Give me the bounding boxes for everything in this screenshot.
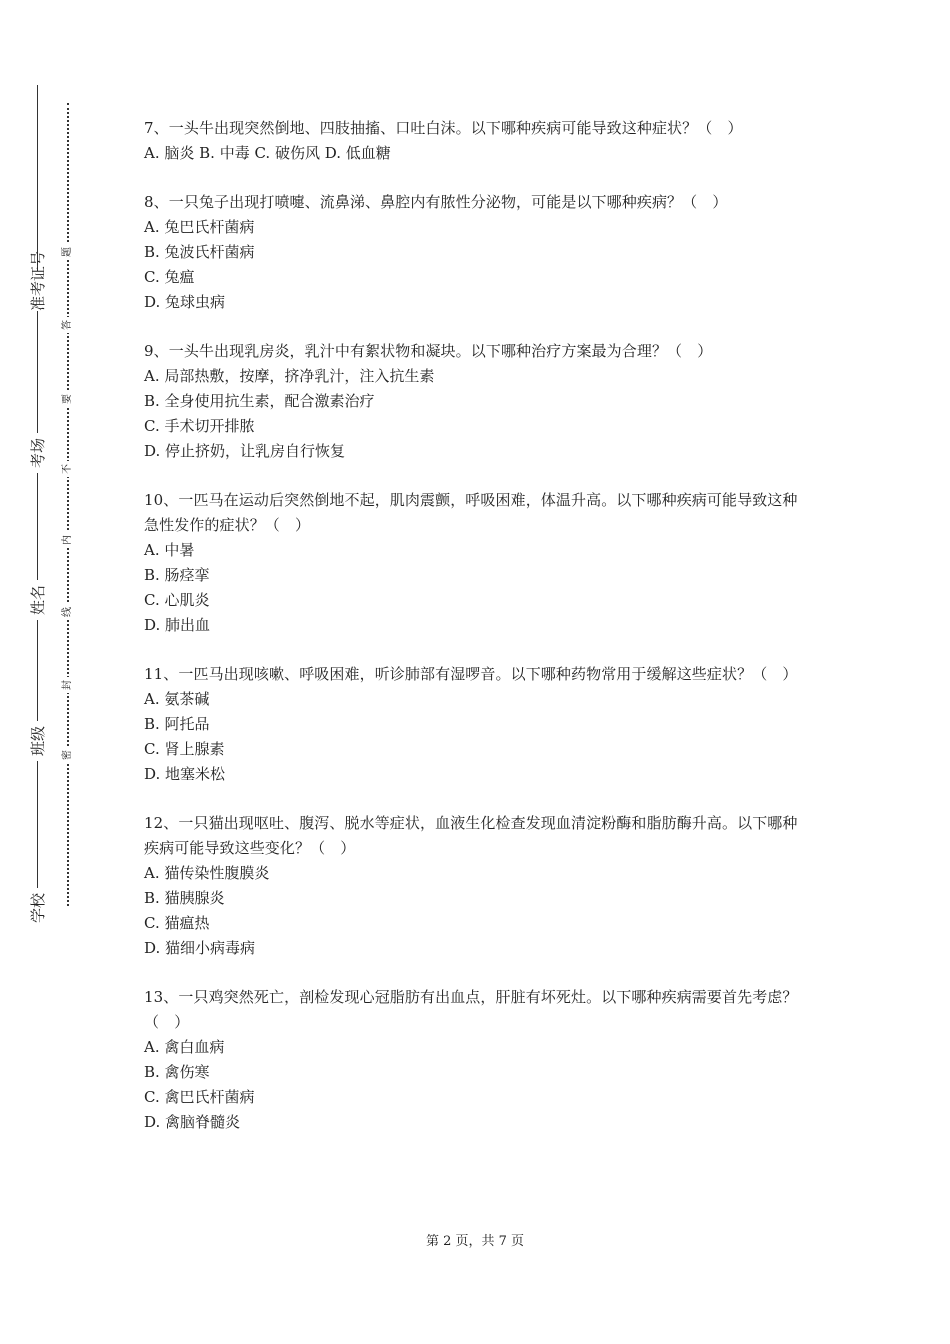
option-d: D. 禽脑脊髓炎 <box>144 1113 241 1131</box>
question-8 <box>144 190 812 315</box>
page-footer: 第 2 页，共 7 页 <box>425 1234 525 1249</box>
option-a: A. 兔巴氏杆菌病 <box>144 218 255 236</box>
question-13 <box>144 985 812 1135</box>
option-d: D. 猫细小病毒病 <box>144 939 256 957</box>
seal-word: 封 <box>61 677 75 693</box>
option-b: B. 全身使用抗生素，配合激素治疗 <box>144 392 375 410</box>
question-10 <box>144 488 812 638</box>
option-c: C. 猫瘟热 <box>144 914 210 932</box>
question-list <box>144 116 812 1159</box>
seal-word: 不 <box>61 461 75 477</box>
seal-word: 内 <box>61 532 75 548</box>
option-d: D. 兔球虫病 <box>144 293 226 311</box>
binding-dotted-line <box>67 103 69 906</box>
option-b: B. 猫胰腺炎 <box>144 889 225 907</box>
option-b: B. 兔波氏杆菌病 <box>144 243 255 261</box>
question-stem: 11、一匹马出现咳嗽、呼吸困难，听诊肺部有湿啰音。以下哪种药物常用于缓解这些症状？（ ） <box>144 665 798 683</box>
option-a: A. 局部热敷，按摩，挤净乳汁，注入抗生素 <box>144 367 435 385</box>
seal-word: 答 <box>61 317 75 333</box>
exam-room-label: 考场 <box>23 433 53 473</box>
name-label: 姓名 <box>23 580 53 620</box>
seal-word: 题 <box>61 244 75 260</box>
option-a: A. 猫传染性腹膜炎 <box>144 864 270 882</box>
seal-word: 线 <box>61 604 75 620</box>
seal-word: 密 <box>61 747 75 763</box>
exam-id-label: 准考证号 <box>23 271 53 311</box>
option-b: B. 阿托品 <box>144 715 210 733</box>
question-stem: 8、一只兔子出现打喷嚏、流鼻涕、鼻腔内有脓性分泌物，可能是以下哪种疾病？（ ） <box>144 193 728 211</box>
seal-word: 要 <box>61 391 75 407</box>
option-d: D. 地塞米松 <box>144 765 226 783</box>
option-a: A. 禽白血病 <box>144 1038 225 1056</box>
option-a: A. 中暑 <box>144 541 195 559</box>
question-options: A. 脑炎 B. 中毒 C. 破伤风 D. 低血糖 <box>144 144 391 162</box>
question-11 <box>144 662 812 787</box>
option-c: C. 心肌炎 <box>144 591 210 609</box>
school-label: 学校 <box>23 888 53 928</box>
option-a: A. 氨茶碱 <box>144 690 210 708</box>
option-c: C. 禽巴氏杆菌病 <box>144 1088 255 1106</box>
class-label: 班级 <box>23 721 53 761</box>
question-stem: 10、一匹马在运动后突然倒地不起，肌肉震颤，呼吸困难，体温升高。以下哪种疾病可能导致这种急性发作的症状？（ ） <box>144 491 798 534</box>
question-9 <box>144 339 812 464</box>
binding-solid-line <box>37 85 38 925</box>
option-b: B. 禽伤寒 <box>144 1063 210 1081</box>
option-c: C. 肾上腺素 <box>144 740 225 758</box>
question-stem: 12、一只猫出现呕吐、腹泻、脱水等症状，血液生化检查发现血清淀粉酶和脂肪酶升高。以下哪种疾病可能导致这些变化？（ ） <box>144 814 798 857</box>
question-12 <box>144 811 812 961</box>
option-c: C. 手术切开排脓 <box>144 417 255 435</box>
option-d: D. 停止挤奶，让乳房自行恢复 <box>144 442 346 460</box>
option-c: C. 兔瘟 <box>144 268 195 286</box>
question-stem: 9、一头牛出现乳房炎，乳汁中有絮状物和凝块。以下哪种治疗方案最为合理？（ ） <box>144 342 713 360</box>
option-b: B. 肠痉挛 <box>144 566 210 584</box>
question-stem: 13、一只鸡突然死亡，剖检发现心冠脂肪有出血点，肝脏有坏死灶。以下哪种疾病需要首先考虑？（ ） <box>144 988 798 1031</box>
question-stem: 7、一头牛出现突然倒地、四肢抽搐、口吐白沫。以下哪种疾病可能导致这种症状？（ ） <box>144 119 743 137</box>
question-7 <box>144 116 812 166</box>
option-d: D. 肺出血 <box>144 616 211 634</box>
